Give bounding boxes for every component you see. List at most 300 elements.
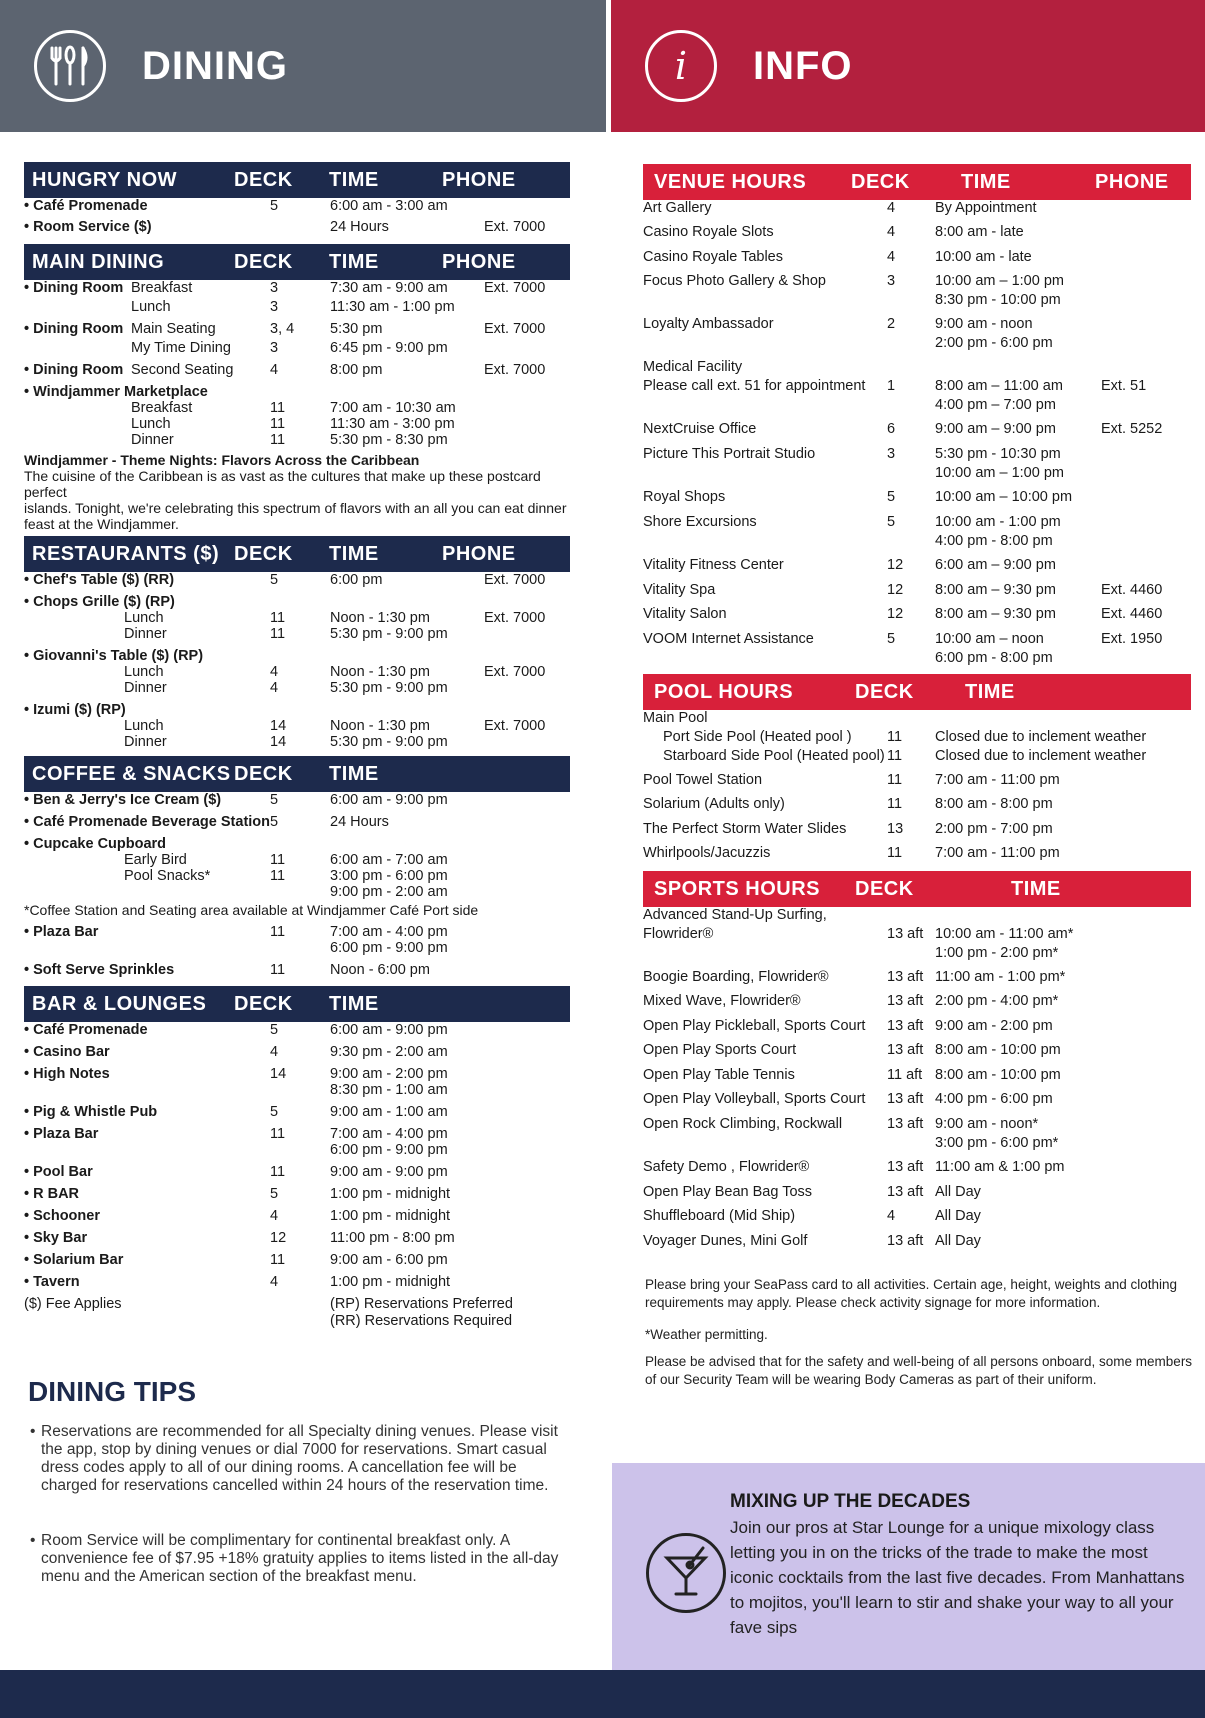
activity-name: Safety Demo , Flowrider® xyxy=(643,1159,810,1175)
venue-name: Medical Facility xyxy=(643,359,743,375)
time-value: 5:30 pm - 10:30 pm xyxy=(935,446,1061,462)
time-value: 8:00 pm xyxy=(330,362,383,378)
venue-hours-header-col: PHONE xyxy=(1095,170,1169,193)
time-value: 8:00 am – 9:30 pm xyxy=(935,606,1056,622)
time-value: 10:00 am – 10:00 pm xyxy=(935,489,1073,505)
deck-value: 11 xyxy=(270,400,286,416)
time-value: 5:30 pm xyxy=(330,321,383,337)
main-dining-header-col: PHONE xyxy=(442,250,516,273)
seapass-note: Please bring your SeaPass card to all activities. Certain age, height, weights and clothing requirements may apply. Please check activity signage for more information. xyxy=(645,1277,1178,1310)
table-row xyxy=(24,198,570,219)
venue-name: • Izumi ($) (RP) xyxy=(24,702,126,718)
theme-night-line: islands. Tonight, we're celebrating this spectrum of flavors with an all you can eat dinner xyxy=(24,500,567,516)
pool-hours-header-col: POOL HOURS xyxy=(654,680,794,703)
venue-hours-header-col: VENUE HOURS xyxy=(654,170,807,193)
table-row xyxy=(24,1142,570,1164)
time-value: 9:00 am - 9:00 pm xyxy=(330,1164,448,1180)
venue-name: Casino Royale Slots xyxy=(643,224,774,240)
time-value: 1:00 pm - midnight xyxy=(330,1208,451,1224)
info-banner xyxy=(611,0,1205,132)
hungry-now-header-col: HUNGRY NOW xyxy=(32,168,177,191)
table-row xyxy=(24,1274,570,1296)
table-row xyxy=(24,648,570,664)
time-value: 8:00 am - 10:00 pm xyxy=(935,1067,1061,1083)
table-row xyxy=(24,572,570,594)
deck-value: 3 xyxy=(887,273,896,289)
coffee-snacks-header-col: COFFEE & SNACKS xyxy=(32,762,231,785)
time-value: 8:00 am – 11:00 am xyxy=(935,378,1063,394)
activity-name: Open Play Bean Bag Toss xyxy=(643,1184,813,1200)
venue-name: • Room Service ($) xyxy=(24,219,152,235)
phone-value: Ext. 7000 xyxy=(484,219,546,235)
time-value: 8:30 pm - 1:00 am xyxy=(330,1082,448,1098)
time-value: 6:00 am - 9:00 pm xyxy=(330,1022,448,1038)
footer-bar xyxy=(0,1670,1205,1718)
phone-value: Ext. 7000 xyxy=(484,718,546,734)
table-row xyxy=(24,868,570,884)
table-row xyxy=(643,993,1191,1018)
bar-lounges-header-col: DECK xyxy=(234,992,293,1015)
deck-value: 4 xyxy=(887,200,896,216)
time-value: 24 Hours xyxy=(330,814,389,830)
cocktail-glass-icon xyxy=(646,1533,726,1613)
table-row xyxy=(24,416,570,432)
sports-hours-header-col: DECK xyxy=(855,877,914,900)
venue-name: Loyalty Ambassador xyxy=(643,316,774,332)
time-value: 6:00 pm - 9:00 pm xyxy=(330,940,448,956)
venue-hours-header-col: DECK xyxy=(851,170,910,193)
hungry-now-header-col: PHONE xyxy=(442,168,516,191)
activity-name: Open Play Table Tennis xyxy=(643,1067,795,1083)
rp-legend: (RP) Reservations Preferred xyxy=(330,1296,513,1312)
time-value: 7:00 am - 10:30 am xyxy=(330,400,456,416)
dining-banner xyxy=(0,0,606,132)
time-value: 6:00 pm xyxy=(330,572,383,588)
table-row xyxy=(643,821,1191,845)
phone-value: Ext. 7000 xyxy=(484,362,546,378)
dining-tips-title: DINING TIPS xyxy=(28,1376,197,1407)
deck-value: 3 xyxy=(887,446,896,462)
time-value: Closed due to inclement weather xyxy=(935,729,1147,745)
time-value: All Day xyxy=(935,1184,981,1200)
table-row xyxy=(24,1082,570,1104)
time-value: 9:00 am - 2:00 pm xyxy=(330,1066,448,1082)
deck-value: 13 aft xyxy=(887,1184,924,1200)
phone-value: Ext. 5252 xyxy=(1101,421,1163,437)
time-value: 11:00 am & 1:00 pm xyxy=(935,1159,1065,1175)
time-value: 8:30 pm - 10:00 pm xyxy=(935,292,1061,308)
deck-value: 11 xyxy=(270,432,286,448)
table-row xyxy=(24,1066,570,1082)
venue-name: • High Notes xyxy=(24,1066,110,1082)
venue-name: Vitality Salon xyxy=(643,606,727,622)
pool-hours-header-col: TIME xyxy=(965,680,1015,703)
table-row xyxy=(643,1018,1191,1042)
deck-value: 13 aft xyxy=(887,993,924,1009)
deck-value: 3 xyxy=(270,299,279,315)
venue-name: • Sky Bar xyxy=(24,1230,88,1246)
deck-value: 11 xyxy=(270,924,286,940)
dining-tip: • Room Service will be complimentary for continental breakfast only. A convenience fee of $7.95 +18% gratuity applies to items listed in the all-day menu and the American section of the breakfast menu. xyxy=(30,1532,559,1585)
time-value: 7:00 am - 4:00 pm xyxy=(330,1126,448,1142)
table-row xyxy=(24,432,570,452)
deck-value: 14 xyxy=(270,718,287,734)
meal-label: Breakfast xyxy=(131,280,193,296)
time-value: 1:00 pm - midnight xyxy=(330,1186,451,1202)
time-value: 6:00 am – 9:00 pm xyxy=(935,557,1056,573)
table-row xyxy=(643,796,1191,821)
deck-value: 4 xyxy=(270,1208,279,1224)
restaurants-header-col: RESTAURANTS ($) xyxy=(32,542,220,565)
venue-name: Vitality Spa xyxy=(643,582,716,598)
phone-value: Ext. 4460 xyxy=(1101,606,1163,622)
deck-value: 11 xyxy=(270,852,286,868)
deck-value: 5 xyxy=(270,1104,279,1120)
meal-label: Early Bird xyxy=(124,852,187,868)
table-row xyxy=(643,421,1191,446)
time-value: 9:00 am - 6:00 pm xyxy=(330,1252,448,1268)
time-value: 7:00 am - 11:00 pm xyxy=(935,772,1060,788)
time-value: 10:00 am - late xyxy=(935,249,1032,265)
table-row xyxy=(24,718,570,734)
deck-value: 11 xyxy=(887,845,903,861)
table-row xyxy=(643,359,1191,378)
fee-legend: ($) Fee Applies xyxy=(24,1296,122,1312)
phone-value: Ext. 1950 xyxy=(1101,631,1163,647)
theme-night-note xyxy=(24,452,570,532)
activity-name: Open Rock Climbing, Rockwall xyxy=(643,1116,843,1132)
meal-label: Main Seating xyxy=(131,321,216,337)
deck-value: 11 xyxy=(270,626,286,642)
activity-name: Open Play Volleyball, Sports Court xyxy=(643,1091,866,1107)
deck-value: 4 xyxy=(270,680,279,696)
deck-value: 5 xyxy=(270,198,279,214)
hungry-now-header-col: DECK xyxy=(234,168,293,191)
table-row xyxy=(643,1116,1191,1135)
meal-label: Dinner xyxy=(124,626,167,642)
deck-value: 4 xyxy=(270,362,279,378)
time-value: All Day xyxy=(935,1208,981,1224)
table-row xyxy=(643,845,1191,867)
time-value: 7:30 am - 9:00 am xyxy=(330,280,448,296)
dining-title: DINING xyxy=(142,43,288,88)
table-row xyxy=(24,940,570,962)
time-value: 9:00 am – 9:00 pm xyxy=(935,421,1056,437)
venue-name: • Plaza Bar xyxy=(24,1126,99,1142)
info-column xyxy=(643,160,1191,1257)
time-value: 6:45 pm - 9:00 pm xyxy=(330,340,448,356)
deck-value: 13 aft xyxy=(887,1159,924,1175)
phone-value: Ext. 7000 xyxy=(484,321,546,337)
deck-value: 4 xyxy=(270,1044,279,1060)
venue-name: NextCruise Office xyxy=(643,421,757,437)
deck-value: 5 xyxy=(270,814,279,830)
time-value: 4:00 pm - 6:00 pm xyxy=(935,1091,1053,1107)
rr-legend: (RR) Reservations Required xyxy=(330,1313,513,1329)
phone-value: Ext. 7000 xyxy=(484,664,546,680)
meal-label: Dinner xyxy=(131,432,174,448)
info-title: INFO xyxy=(753,43,853,88)
time-value: Closed due to inclement weather xyxy=(935,748,1147,764)
deck-value: 13 aft xyxy=(887,926,924,942)
deck-value: 11 xyxy=(270,1252,286,1268)
activity-name: Open Play Sports Court xyxy=(643,1042,797,1058)
table-row xyxy=(643,200,1191,224)
table-row xyxy=(24,734,570,752)
deck-value: 13 aft xyxy=(887,1116,924,1132)
deck-value: 13 aft xyxy=(887,1091,924,1107)
table-row xyxy=(24,852,570,868)
table-row xyxy=(24,792,570,814)
deck-value: 4 xyxy=(887,1208,896,1224)
table-row xyxy=(24,384,570,400)
activity-name: Mixed Wave, Flowrider® xyxy=(643,993,801,1009)
table-row xyxy=(24,1126,570,1142)
table-row xyxy=(643,1233,1191,1257)
deck-value: 11 aft xyxy=(887,1067,923,1083)
deck-value: 4 xyxy=(270,664,279,680)
weather-note: *Weather permitting. xyxy=(645,1327,768,1342)
time-value: 8:00 am - 10:00 pm xyxy=(935,1042,1061,1058)
pool-name: The Perfect Storm Water Slides xyxy=(643,821,847,837)
deck-value: 11 xyxy=(270,416,286,432)
security-note: Please be advised that for the safety and well-being of all persons onboard, some members of our Security Team will be wearing Body Cameras as part of their uniform. xyxy=(645,1354,1193,1387)
table-row xyxy=(24,280,570,299)
fork-knife-spoon-icon xyxy=(34,30,106,102)
time-value: 6:00 am - 3:00 am xyxy=(330,198,448,214)
table-row xyxy=(643,926,1191,945)
coffee-note: *Coffee Station and Seating area available at Windjammer Café Port side xyxy=(24,902,479,918)
time-value: 5:30 pm - 9:00 pm xyxy=(330,680,448,696)
deck-value: 11 xyxy=(270,962,286,978)
hungry-now-header xyxy=(24,162,570,198)
table-row xyxy=(24,1252,570,1274)
venue-name: • Casino Bar xyxy=(24,1044,110,1060)
time-value: 7:00 am - 11:00 pm xyxy=(935,845,1060,861)
table-row xyxy=(643,316,1191,335)
venue-name: • Ben & Jerry's Ice Cream ($) xyxy=(24,792,222,808)
dining-column xyxy=(24,158,570,1330)
bar-lounges-header-col: TIME xyxy=(329,992,379,1015)
table-row xyxy=(643,489,1191,514)
table-row xyxy=(643,945,1191,969)
deck-value: 11 xyxy=(887,748,903,764)
table-row xyxy=(643,557,1191,582)
table-row xyxy=(24,1230,570,1252)
table-row xyxy=(24,1164,570,1186)
venue-name: Please call ext. 51 for appointment xyxy=(643,378,866,394)
deck-value: 11 xyxy=(270,610,286,626)
table-row xyxy=(643,273,1191,292)
venue-name: Art Gallery xyxy=(643,200,712,216)
table-row xyxy=(643,446,1191,465)
venue-hours-header-col: TIME xyxy=(961,170,1011,193)
phone-value: Ext. 7000 xyxy=(484,572,546,588)
venue-hours-header xyxy=(643,164,1191,200)
dining-tip: • Reservations are recommended for all Specialty dining venues. Please visit the app, stop by dining venues or dial 7000 for reservations. Smart casual dress codes apply to all of our dining rooms. A cancellation fee will be charged for reservations cancelled within 24 hours of the reservation time. xyxy=(30,1423,558,1494)
deck-value: 11 xyxy=(887,772,903,788)
phone-value: Ext. 51 xyxy=(1101,378,1147,394)
table-row xyxy=(24,836,570,852)
venue-name: • Café Promenade xyxy=(24,198,148,214)
deck-value: 4 xyxy=(270,1274,279,1290)
main-dining-header xyxy=(24,244,570,280)
deck-value: 5 xyxy=(887,514,896,530)
time-value: By Appointment xyxy=(935,200,1037,216)
deck-value: 14 xyxy=(270,1066,287,1082)
meal-label: Dinner xyxy=(124,734,167,750)
activity-name: Voyager Dunes, Mini Golf xyxy=(643,1233,808,1249)
table-row xyxy=(24,1186,570,1208)
deck-value: 5 xyxy=(887,489,896,505)
phone-value: Ext. 7000 xyxy=(484,610,546,626)
meal-label: Breakfast xyxy=(131,400,193,416)
deck-value: 13 xyxy=(887,821,904,837)
venue-name: • Chops Grille ($) (RP) xyxy=(24,594,175,610)
table-row xyxy=(643,335,1191,359)
time-value: Noon - 1:30 pm xyxy=(330,664,430,680)
deck-value: 5 xyxy=(270,792,279,808)
restaurants-header-col: TIME xyxy=(329,542,379,565)
venue-name: • Cupcake Cupboard xyxy=(24,836,167,852)
table-row xyxy=(643,249,1191,273)
pool-name: Whirlpools/Jacuzzis xyxy=(643,845,771,861)
meal-label: Lunch xyxy=(124,718,164,734)
time-value: 10:00 am – noon xyxy=(935,631,1044,647)
deck-value: 1 xyxy=(887,378,896,394)
theme-night-line: feast at the Windjammer. xyxy=(24,516,179,532)
activity-name: Advanced Stand-Up Surfing, xyxy=(643,907,827,923)
pool-name: Starboard Side Pool (Heated pool) xyxy=(663,748,885,764)
time-value: 9:00 am - noon xyxy=(935,316,1033,332)
table-row xyxy=(643,1067,1191,1091)
deck-value: 4 xyxy=(887,224,896,240)
time-value: 2:00 pm - 6:00 pm xyxy=(935,335,1053,351)
deck-value: 13 aft xyxy=(887,1042,924,1058)
time-value: Noon - 6:00 pm xyxy=(330,962,430,978)
table-row xyxy=(643,1042,1191,1067)
table-row xyxy=(24,299,570,321)
activity-name: Flowrider® xyxy=(643,926,714,942)
legend-row xyxy=(24,1296,570,1313)
deck-value: 14 xyxy=(270,734,287,750)
table-row xyxy=(24,680,570,702)
meal-label: Lunch xyxy=(124,610,164,626)
deck-value: 11 xyxy=(270,1164,286,1180)
table-row xyxy=(24,1022,570,1044)
venue-name: • R BAR xyxy=(24,1186,80,1202)
table-row xyxy=(24,321,570,340)
time-value: Noon - 1:30 pm xyxy=(330,610,430,626)
deck-value: 13 aft xyxy=(887,1233,924,1249)
venue-name: Royal Shops xyxy=(643,489,726,505)
venue-name: • Dining Room xyxy=(24,321,124,337)
table-row xyxy=(643,1135,1191,1159)
venue-name: • Dining Room xyxy=(24,280,124,296)
venue-name: • Pig & Whistle Pub xyxy=(24,1104,158,1120)
time-value: Noon - 1:30 pm xyxy=(330,718,430,734)
venue-name: • Windjammer Marketplace xyxy=(24,384,208,400)
table-row xyxy=(643,748,1191,772)
sports-hours-header-col: TIME xyxy=(1011,877,1061,900)
main-dining-header-col: MAIN DINING xyxy=(32,250,165,273)
venue-name: • Plaza Bar xyxy=(24,924,99,940)
venue-name: • Café Promenade Beverage Station xyxy=(24,814,271,830)
deck-value: 11 xyxy=(270,868,286,884)
venue-name: • Soft Serve Sprinkles xyxy=(24,962,175,978)
restaurants-header-col: DECK xyxy=(234,542,293,565)
venue-name: • Dining Room xyxy=(24,362,124,378)
venue-name: Shore Excursions xyxy=(643,514,757,530)
time-value: 10:00 am – 1:00 pm xyxy=(935,273,1064,289)
coffee-snacks-header-col: TIME xyxy=(329,762,379,785)
meal-label: Lunch xyxy=(124,664,164,680)
time-value: 9:00 pm - 2:00 am xyxy=(330,884,448,900)
deck-value: 4 xyxy=(887,249,896,265)
time-value: 1:00 pm - midnight xyxy=(330,1274,451,1290)
table-row xyxy=(24,884,570,902)
table-row xyxy=(24,219,570,240)
coffee-snacks-header xyxy=(24,756,570,792)
meal-label: Lunch xyxy=(131,299,171,315)
coffee-snacks-header-col: DECK xyxy=(234,762,293,785)
table-row xyxy=(643,465,1191,489)
pool-hours-header xyxy=(643,674,1191,710)
venue-name: • Solarium Bar xyxy=(24,1252,124,1268)
meal-label: Dinner xyxy=(124,680,167,696)
table-row xyxy=(643,606,1191,631)
venue-name: • Giovanni's Table ($) (RP) xyxy=(24,648,204,664)
venue-name: • Schooner xyxy=(24,1208,100,1224)
time-value: 9:00 am - 2:00 pm xyxy=(935,1018,1053,1034)
time-value: 2:00 pm - 4:00 pm* xyxy=(935,993,1059,1009)
venue-name: VOOM Internet Assistance xyxy=(643,631,814,647)
deck-value: 2 xyxy=(887,316,896,332)
table-row xyxy=(24,1044,570,1066)
time-value: 1:00 pm - 2:00 pm* xyxy=(935,945,1059,961)
venue-name: • Chef's Table ($) (RR) xyxy=(24,572,175,588)
venue-name: Picture This Portrait Studio xyxy=(643,446,816,462)
pool-name: Pool Towel Station xyxy=(643,772,763,788)
time-value: 2:00 pm - 7:00 pm xyxy=(935,821,1053,837)
sports-hours-header-col: SPORTS HOURS xyxy=(654,877,821,900)
deck-value: 5 xyxy=(270,572,279,588)
deck-value: 12 xyxy=(887,582,904,598)
pool-name: Solarium (Adults only) xyxy=(643,796,785,812)
phone-value: Ext. 4460 xyxy=(1101,582,1163,598)
table-row xyxy=(24,702,570,718)
table-row xyxy=(24,1208,570,1230)
meal-label: My Time Dining xyxy=(131,340,231,356)
deck-value: 12 xyxy=(887,606,904,622)
time-value: 4:00 pm - 8:00 pm xyxy=(935,533,1053,549)
time-value: 8:00 am – 9:30 pm xyxy=(935,582,1056,598)
deck-value: 13 aft xyxy=(887,1018,924,1034)
activity-name: Open Play Pickleball, Sports Court xyxy=(643,1018,866,1034)
time-value: 6:00 pm - 9:00 pm xyxy=(330,1142,448,1158)
table-row xyxy=(643,533,1191,557)
table-row xyxy=(643,1091,1191,1116)
time-value: 6:00 am - 7:00 am xyxy=(330,852,448,868)
hungry-now-header-col: TIME xyxy=(329,168,379,191)
restaurants-header-col: PHONE xyxy=(442,542,516,565)
table-row xyxy=(643,514,1191,533)
time-value: All Day xyxy=(935,1233,981,1249)
time-value: 11:00 pm - 8:00 pm xyxy=(330,1230,455,1246)
time-value: 4:00 pm – 7:00 pm xyxy=(935,397,1056,413)
table-row xyxy=(24,400,570,416)
main-dining-header-col: TIME xyxy=(329,250,379,273)
